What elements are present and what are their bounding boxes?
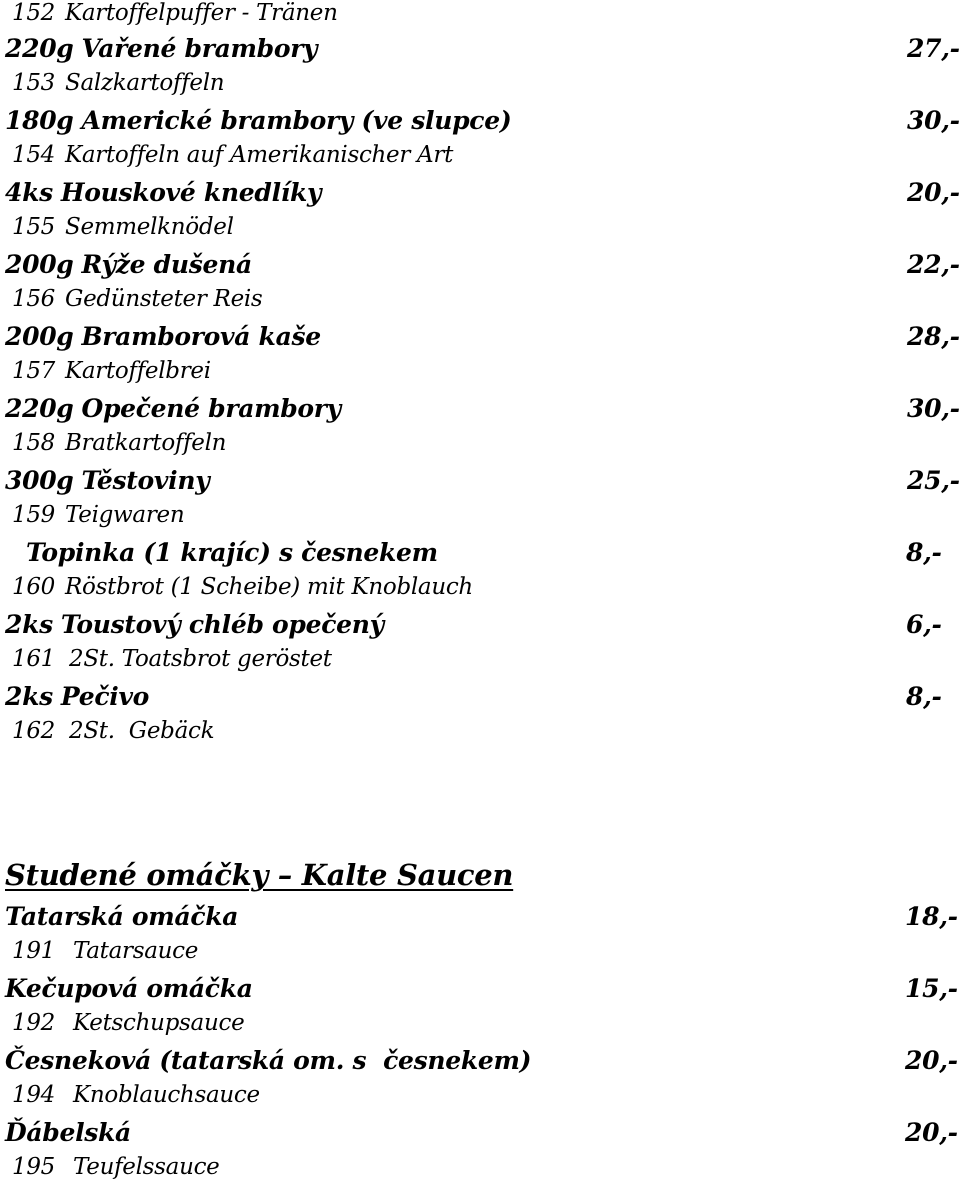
item-name-cz: Vařené brambory xyxy=(81,34,318,63)
menu-item-de xyxy=(0,430,960,466)
item-number: 156 xyxy=(12,286,55,312)
item-name-de: Röstbrot (1 Scheibe) mit Knoblauch xyxy=(65,574,473,600)
item-price: 30,- xyxy=(907,394,960,423)
item-number: 191 xyxy=(12,938,55,964)
item-quantity: 220g xyxy=(5,394,74,423)
menu-item-cz xyxy=(0,682,960,718)
item-name-de: Semmelknödel xyxy=(65,214,234,240)
item-price: 8,- xyxy=(906,682,942,711)
menu-item-de xyxy=(0,286,960,322)
item-name-cz: Opečené brambory xyxy=(81,394,341,423)
item-quantity: 200g xyxy=(5,250,74,279)
menu-item-de xyxy=(0,70,960,106)
item-price: 20,- xyxy=(905,1118,958,1147)
menu-item-de xyxy=(0,574,960,610)
item-name-cz: Těstoviny xyxy=(81,466,210,495)
item-name-de: Salzkartoffeln xyxy=(65,70,225,96)
item-price: 6,- xyxy=(906,610,942,639)
item-number: 153 xyxy=(12,70,55,96)
item-number: 161 xyxy=(12,646,55,672)
item-quantity: 300g xyxy=(5,466,74,495)
item-price: 28,- xyxy=(907,322,960,351)
item-name-de: Gedünsteter Reis xyxy=(65,286,263,312)
item-name-cz: Toustový chléb opečený xyxy=(60,610,384,639)
item-name-de: 2St. Gebäck xyxy=(69,718,215,744)
item-name-cz: Ďábelská xyxy=(5,1118,131,1147)
menu-item-de xyxy=(0,646,960,682)
menu-item-cz xyxy=(0,538,960,574)
item-price: 22,- xyxy=(907,250,960,279)
item-number: 160 xyxy=(12,574,55,600)
item-name-cz: Česneková (tatarská om. s česnekem) xyxy=(5,1046,532,1075)
item-quantity: 220g xyxy=(5,34,74,63)
item-number: 159 xyxy=(12,502,55,528)
item-quantity: 180g xyxy=(5,106,74,135)
menu-item-cz xyxy=(0,34,960,70)
item-name-de: 2St. Toatsbrot geröstet xyxy=(69,646,332,672)
menu-item-de xyxy=(0,502,960,538)
item-price: 20,- xyxy=(907,178,960,207)
menu-item-cz xyxy=(0,1118,960,1154)
menu-item-cz xyxy=(0,1046,960,1082)
item-name-cz: Bramborová kaše xyxy=(81,322,321,351)
item-name-cz: Rýže dušená xyxy=(81,250,252,279)
menu-item-de xyxy=(0,214,960,250)
item-number: 195 xyxy=(12,1154,55,1180)
item-name-de: Teufelssauce xyxy=(73,1154,220,1180)
item-quantity: 4ks xyxy=(5,178,53,207)
item-price: 25,- xyxy=(907,466,960,495)
item-name-cz: Kečupová omáčka xyxy=(5,974,253,1003)
item-price: 8,- xyxy=(906,538,942,567)
item-price: 18,- xyxy=(905,902,958,931)
item-number: 162 xyxy=(12,718,55,744)
item-number: 157 xyxy=(12,358,55,384)
menu-item-de xyxy=(0,1154,960,1190)
item-name-de: Kartoffelbrei xyxy=(65,358,211,384)
item-name-cz: Americké brambory (ve slupce) xyxy=(81,106,512,135)
item-name-de: Knoblauchsauce xyxy=(73,1082,260,1108)
item-name-de: Bratkartoffeln xyxy=(65,430,227,456)
menu-item-cz xyxy=(0,322,960,358)
item-number: 152 xyxy=(12,0,55,26)
item-number: 192 xyxy=(12,1010,55,1036)
item-price: 30,- xyxy=(907,106,960,135)
item-name-de: Kartoffeln auf Amerikanischer Art xyxy=(65,142,454,168)
item-number: 154 xyxy=(12,142,55,168)
item-price: 15,- xyxy=(905,974,958,1003)
item-name-de: Teigwaren xyxy=(65,502,185,528)
menu-item-cz xyxy=(0,610,960,646)
item-price: 27,- xyxy=(907,34,960,63)
item-quantity: 2ks xyxy=(5,682,53,711)
menu-item-de xyxy=(0,938,960,974)
menu-item-de xyxy=(0,142,960,178)
menu-item-de xyxy=(0,718,960,754)
menu-item-de xyxy=(0,358,960,394)
item-quantity: 200g xyxy=(5,322,74,351)
menu-item-cz xyxy=(0,178,960,214)
menu-item-cz xyxy=(0,974,960,1010)
menu-item-cz xyxy=(0,106,960,142)
item-name-de: Ketschupsauce xyxy=(73,1010,245,1036)
section-heading: Studené omáčky – Kalte Saucen xyxy=(5,858,514,892)
menu-item-de xyxy=(0,0,960,36)
menu-item-de xyxy=(0,1082,960,1118)
item-name-cz: Topinka (1 krajíc) s česnekem xyxy=(26,538,438,567)
item-quantity: 2ks xyxy=(5,610,53,639)
menu-item-cz xyxy=(0,250,960,286)
item-number: 158 xyxy=(12,430,55,456)
item-name-cz: Houskové knedlíky xyxy=(60,178,322,207)
item-name-de: Tatarsauce xyxy=(73,938,199,964)
item-number: 155 xyxy=(12,214,55,240)
menu-item-cz xyxy=(0,394,960,430)
item-name-de: Kartoffelpuffer - Tränen xyxy=(65,0,338,26)
menu-item-cz xyxy=(0,466,960,502)
item-price: 20,- xyxy=(905,1046,958,1075)
menu-item-de xyxy=(0,1010,960,1046)
menu-item-cz xyxy=(0,902,960,938)
item-number: 194 xyxy=(12,1082,55,1108)
item-name-cz: Tatarská omáčka xyxy=(5,902,239,931)
item-name-cz: Pečivo xyxy=(60,682,150,711)
